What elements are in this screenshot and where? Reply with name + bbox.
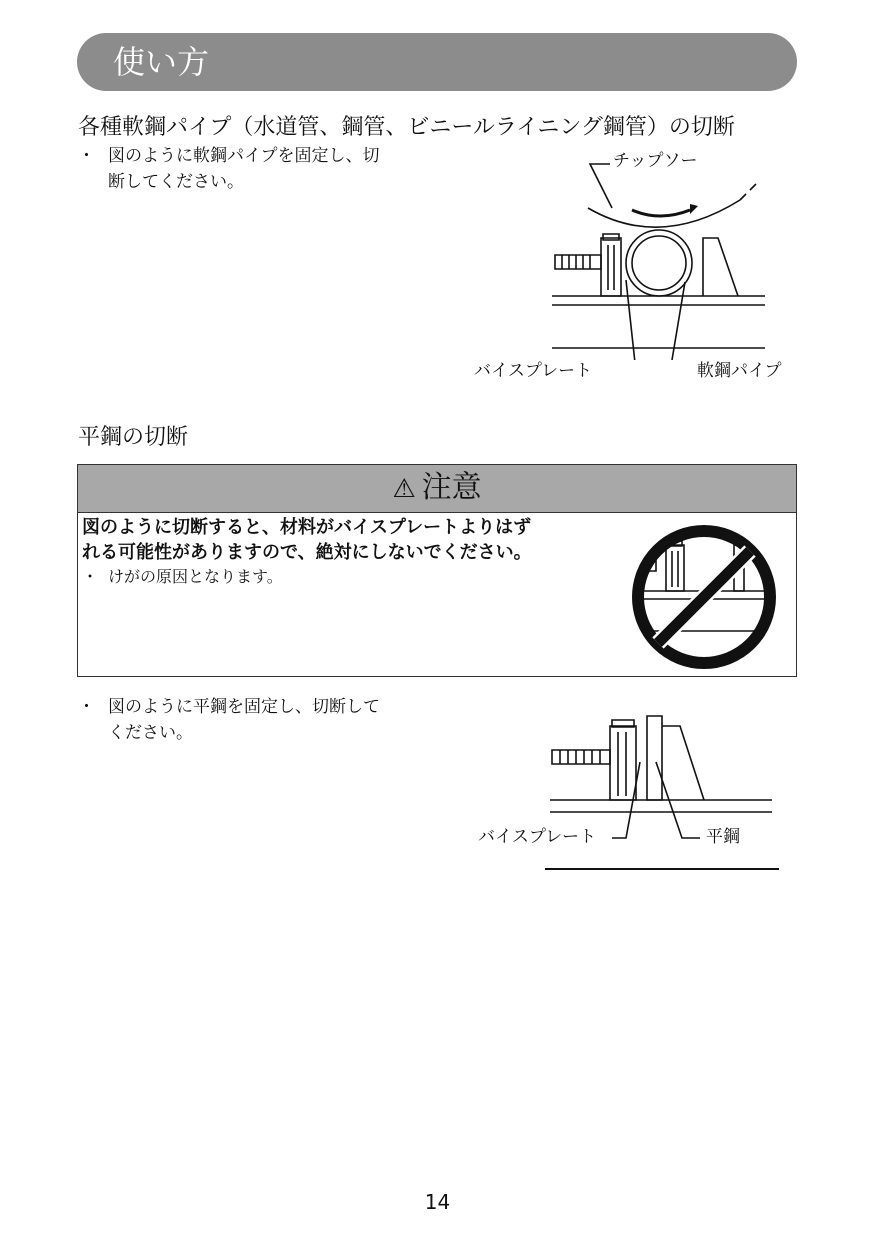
caution-message-line2: れる可能性がありますので、絶対にしないでください。 [82, 542, 532, 563]
caution-message-line1: 図のように切断すると、材料がバイスプレートよりはず [82, 517, 532, 538]
caution-message [82, 515, 622, 565]
pipe-outer [626, 230, 692, 296]
bullet-mark: ・ [82, 567, 99, 586]
divider [545, 868, 779, 870]
pipe-section-heading: 各種軟鋼パイプ（水道管、鋼管、ビニールライニング鋼管）の切断 [78, 115, 735, 140]
fixed-jaw [703, 238, 738, 296]
flat-instruction-line1: 図のように平鋼を固定し、切断して [108, 697, 380, 717]
vise-plate [601, 238, 621, 296]
warning-triangle-icon: ⚠ [392, 474, 416, 504]
pipe-cutting-diagram [540, 150, 770, 360]
chip-saw-leader [590, 164, 612, 208]
page-title: 使い方 [113, 43, 210, 81]
pipe-label: 軟鋼パイプ [697, 361, 782, 381]
caution-note-text: けがの原因となります。 [108, 567, 283, 586]
flat-steel [647, 716, 662, 800]
pipe-instruction [78, 143, 458, 197]
flat-steel-cutting-diagram [540, 712, 780, 872]
vise-plate [666, 545, 684, 591]
fixed-jaw [662, 726, 704, 800]
flat-instruction [78, 694, 458, 748]
flat-instruction-line2: ください。 [108, 723, 193, 743]
caution-title [78, 469, 796, 508]
rotation-arrowhead [690, 204, 698, 214]
vise-plate-label-2: バイスプレート [478, 827, 597, 847]
bullet-mark: ・ [78, 146, 95, 166]
vise-plate-label: バイスプレート [474, 361, 593, 381]
pipe-inner [632, 236, 686, 290]
caution-box [77, 464, 797, 677]
bullet-mark: ・ [78, 697, 95, 717]
flat-section-heading: 平鋼の切断 [78, 425, 189, 450]
prohibition-icon [626, 519, 782, 675]
page-number: 14 [424, 1190, 451, 1214]
chip-saw-label: チップソー [613, 151, 698, 171]
flat-steel-label: 平鋼 [706, 827, 740, 847]
pipe-instruction-line1: 図のように軟鋼パイプを固定し、切 [108, 146, 380, 166]
chip-saw-arc-dashed [740, 184, 756, 200]
rotation-arrow [632, 210, 690, 216]
vise-plate [610, 726, 636, 800]
caution-title-text: 注意 [421, 470, 482, 505]
pipe-instruction-line2: 断してください。 [108, 172, 244, 192]
